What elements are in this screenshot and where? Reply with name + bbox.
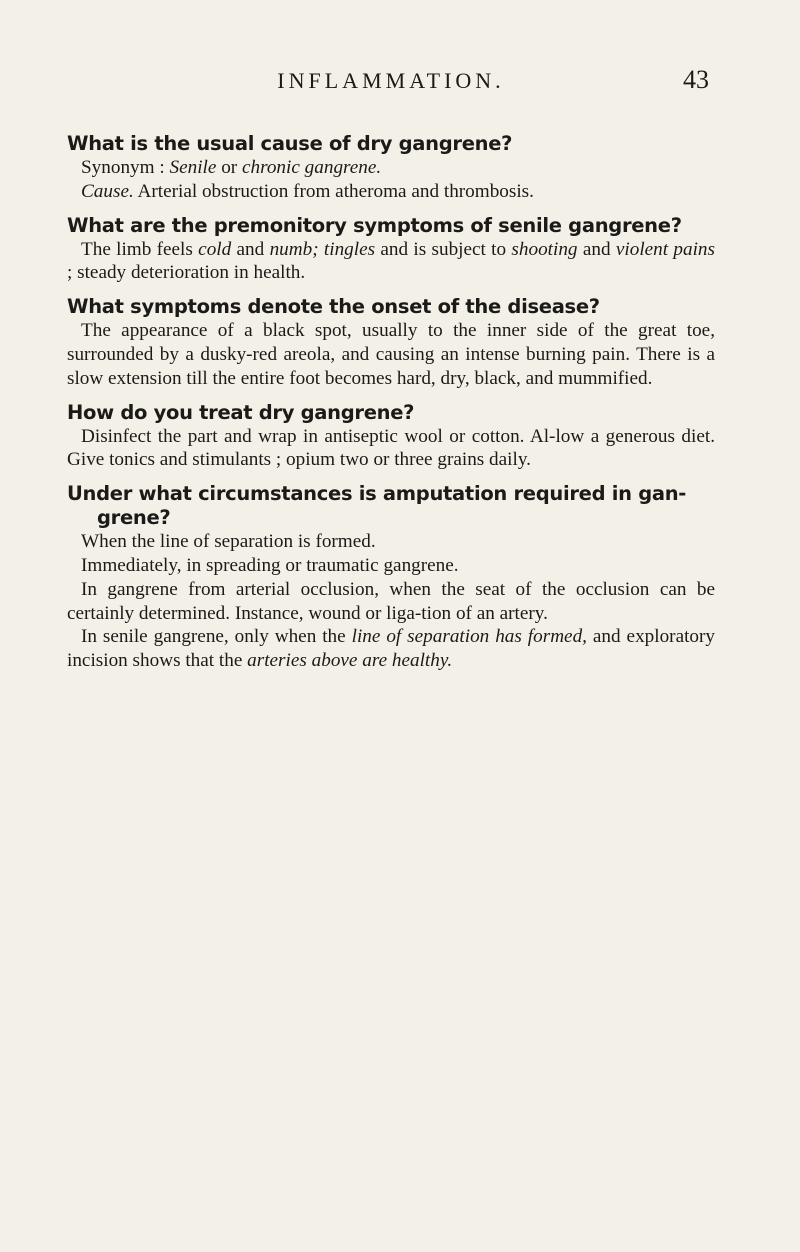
synonym-term: chronic gangrene.: [241, 157, 382, 178]
answer-text: Arterial obstruction from atheroma and thrombosis.: [133, 180, 534, 202]
answer-text: and: [231, 238, 270, 260]
answer-text: The limb feels: [81, 238, 199, 260]
synonym-label: Synonym :: [81, 157, 170, 178]
answer-paragraph: Immediately, in spreading or traumatic gangrene.: [81, 554, 459, 576]
answer-paragraph: In gangrene from arterial occlusion, when the seat of the occlusion can be certainly determined. Instance, wound or liga-tion of an artery.: [67, 578, 715, 624]
answer-text: or: [216, 157, 242, 178]
answer-paragraph: The appearance of a black spot, usually to the inner side of the great toe, surrounded by a dusky-red areola, and causing an intense burning pain. There is a slow extension till the entire foot becomes hard, dry, black, and mummified.: [67, 320, 715, 389]
running-head: [67, 0, 715, 96]
question-heading: How do you treat dry gangrene?: [67, 400, 415, 424]
emphasis-text: arteries above are healthy.: [247, 650, 453, 672]
chapter-title: INFLAMMATION.: [277, 68, 505, 93]
answer-paragraph: [67, 156, 715, 180]
answer-text: In senile gangrene, only when the: [81, 626, 352, 648]
emphasis-text: violent pains: [615, 238, 715, 260]
answer-paragraph: When the line of separation is formed.: [81, 531, 376, 553]
emphasis-text: line of separation has formed,: [351, 626, 587, 648]
page-body: [67, 132, 715, 673]
answer-text: and exploratory incision shows that the: [67, 626, 715, 672]
answer-paragraph: Disinfect the part and wrap in antiseptic wool or cotton. Al-low a generous diet. Give tonics and stimulants ; opium two or three grains daily.: [67, 425, 715, 471]
page-number: 43: [683, 65, 709, 94]
emphasis-text: cold: [198, 238, 232, 260]
answer-text: and: [577, 238, 616, 260]
question-heading: What are the premonitory symptoms of senile gangrene?: [67, 213, 682, 237]
cause-label: Cause.: [81, 180, 134, 202]
emphasis-text: numb; tingles: [269, 238, 376, 260]
qa-section: [67, 401, 715, 473]
qa-section: [67, 132, 715, 204]
answer-paragraph: [67, 180, 715, 204]
answer-paragraph: [67, 238, 715, 286]
synonym-term: Senile: [169, 157, 217, 178]
answer-text: and is subject to: [375, 238, 512, 260]
qa-section: [67, 214, 715, 286]
question-heading: Under what circumstances is amputation required in gan-grene?: [67, 482, 687, 530]
answer-paragraph: [67, 625, 715, 673]
qa-section: [67, 295, 715, 390]
question-heading: What symptoms denote the onset of the disease?: [67, 295, 600, 319]
answer-text: ; steady deterioration in health.: [67, 262, 306, 284]
qa-section: [67, 482, 715, 673]
emphasis-text: shooting: [511, 238, 578, 260]
question-heading: What is the usual cause of dry gangrene?: [67, 132, 513, 155]
